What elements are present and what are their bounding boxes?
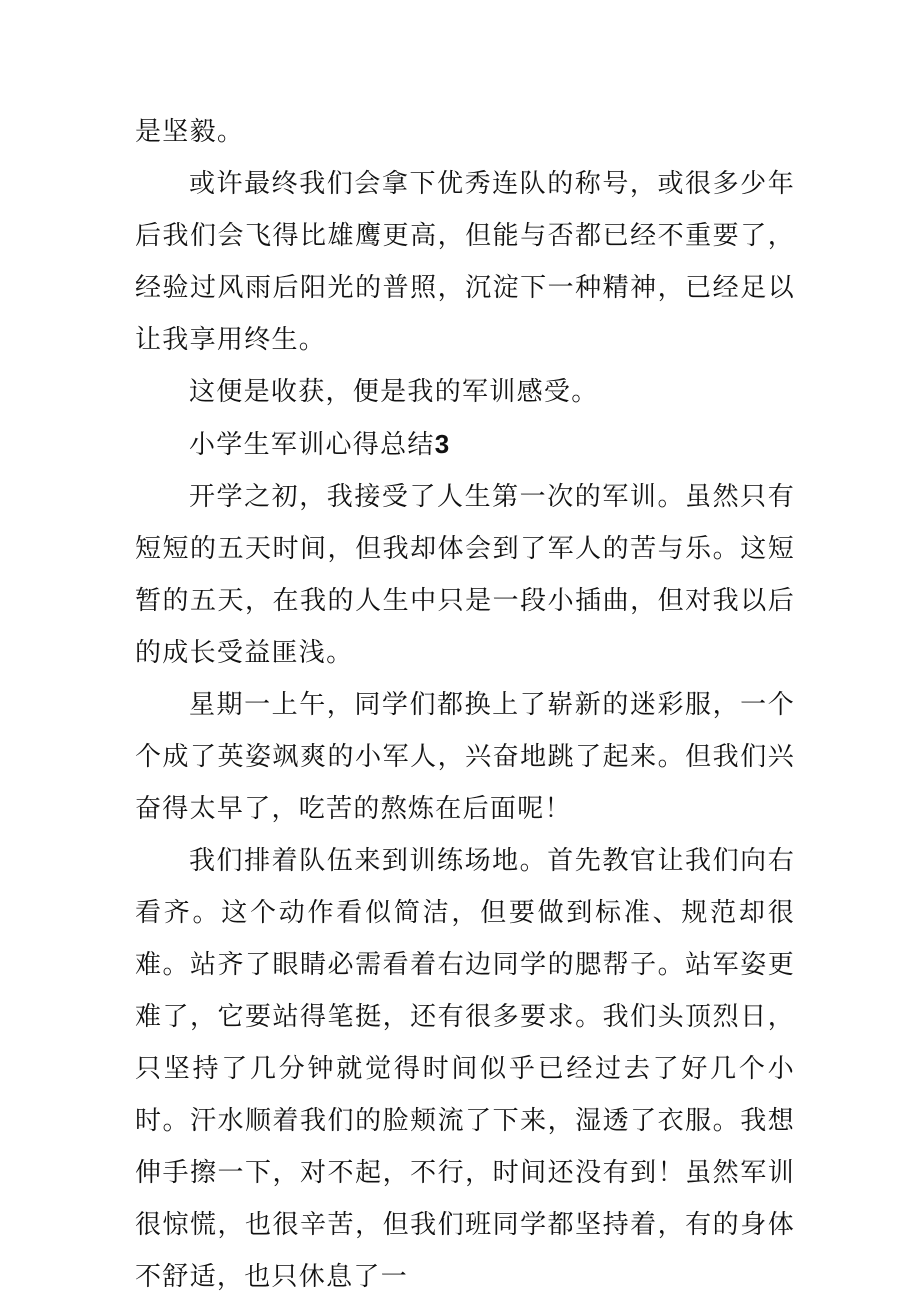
section-heading-text: 小学生军训心得总结: [189, 430, 435, 460]
paragraph-continued: 是坚毅。: [135, 117, 245, 147]
paragraph: 星期一上午，同学们都换上了崭新的迷彩服，一个个成了英姿飒爽的小军人，兴奋地跳了起来。但我们兴奋得太早了，吃苦的熬炼在后面呢！: [135, 690, 795, 824]
section-heading: [135, 418, 795, 471]
document-body: [135, 106, 795, 1303]
section-heading-number: 3: [434, 429, 451, 459]
paragraph: 开学之初，我接受了人生第一次的军训。虽然只有短短的五天时间，但我却体会到了军人的苦与乐。这短暂的五天，在我的人生中只是一段小插曲，但对我以后的成长受益匪浅。: [135, 482, 795, 668]
paragraph: 我们排着队伍来到训练场地。首先教官让我们向右看齐。这个动作看似简洁，但要做到标准、规范却很难。站齐了眼睛必需看着右边同学的腮帮子。站军姿更难了，它要站得笔挺，还有很多要求。我们头顶烈日，只坚持了几分钟就觉得时间似乎已经过去了好几个小时。汗水顺着我们的脸颊流了下来，湿透了衣服。我想伸手擦一下，对不起，不行，时间还没有到！虽然军训很惊慌，也很辛苦，但我们班同学都坚持着，有的身体不舒适，也只休息了一: [135, 846, 795, 1292]
paragraph: 这便是收获，便是我的军训感受。: [189, 377, 599, 407]
paragraph: 或许最终我们会拿下优秀连队的称号，或很多少年后我们会飞得比雄鹰更高，但能与否都已经不重要了，经验过风雨后阳光的普照，沉淀下一种精神，已经足以让我享用终生。: [135, 169, 795, 355]
